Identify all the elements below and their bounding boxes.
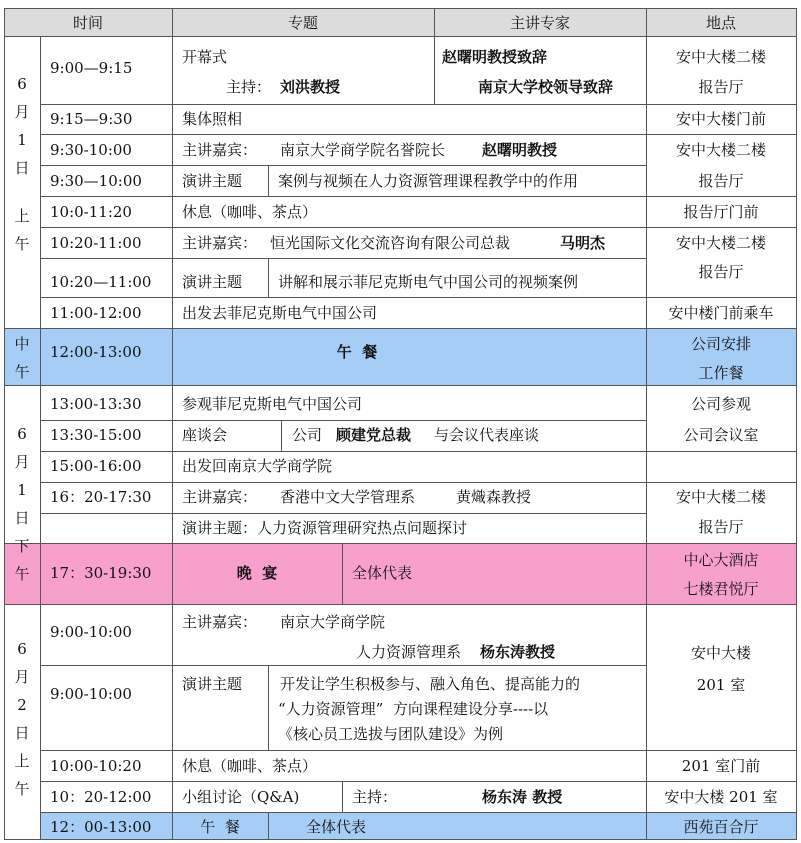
talk4-loc1: 安中大楼 [690, 644, 751, 662]
visit-loc2: 公司会议室 [683, 426, 759, 444]
dinner-text: 晚 宴 [236, 564, 278, 582]
talk2-loc2: 报告厅 [698, 263, 744, 281]
talk2a-text: 恒光国际文化交流咨询有限公司总裁 [270, 234, 511, 252]
talk1-loc2: 报告厅 [698, 172, 744, 190]
rule [40, 104, 796, 105]
break1-text: 休息（咖啡、茶点） [182, 203, 318, 221]
rule [40, 482, 796, 483]
rule [281, 420, 282, 451]
rule [268, 258, 269, 297]
rule [172, 8, 173, 840]
talk4b-time: 9:00-10:00 [50, 685, 132, 703]
opening-loc2: 报告厅 [698, 78, 744, 96]
rule [40, 750, 796, 751]
talk3a-time: 16：20-17:30 [50, 488, 152, 506]
talk1b-time: 9:30—10:00 [50, 172, 142, 190]
opening-host: 刘洪教授 [280, 78, 341, 96]
rule [40, 781, 796, 782]
lunch2-loc: 西苑百合厅 [683, 818, 759, 836]
group-host: 杨东涛 教授 [482, 788, 563, 806]
talk4-loc2: 201 室 [696, 676, 746, 694]
depart1-text: 出发去菲尼克斯电气中国公司 [182, 304, 378, 322]
depart1-time: 11:00-12:00 [50, 304, 142, 322]
photo-topic: 集体照相 [182, 110, 243, 128]
header-speaker: 主讲专家 [509, 14, 570, 32]
talk2b-time: 10:20—11:00 [50, 273, 152, 291]
lunch1-loc2: 工作餐 [698, 364, 744, 382]
photo-time: 9:15—9:30 [50, 110, 133, 128]
rule [4, 36, 796, 37]
rule [268, 165, 269, 196]
rule [4, 328, 796, 329]
talk1a-time: 9:30-10:00 [50, 141, 132, 159]
talk4b-line3: 《核心员工选拔与团队建设》为例 [278, 725, 504, 743]
header-location: 地点 [705, 14, 736, 32]
lunch2-who: 全体代表 [306, 818, 367, 836]
rule [4, 604, 796, 605]
rule [40, 227, 796, 228]
talk4a-line1: 南京大学商学院 [280, 613, 386, 631]
rule [40, 196, 796, 197]
dinner-loc1: 中心大酒店 [683, 551, 759, 569]
opening-loc1: 安中大楼二楼 [675, 48, 766, 66]
rule [268, 665, 269, 750]
visit-text: 参观菲尼克斯电气中国公司 [182, 395, 363, 413]
talk1b-label: 演讲主题 [182, 172, 243, 190]
break1-time: 10:0-11:20 [50, 203, 132, 221]
lunch2-time: 12：00-13:00 [50, 818, 152, 836]
talk2-loc1: 安中大楼二楼 [675, 234, 766, 252]
rule [40, 451, 796, 452]
visit-time: 13:00-13:30 [50, 395, 142, 413]
opening-host-label: 主持： [226, 78, 272, 96]
talk2a-label: 主讲嘉宾： [182, 234, 258, 252]
talk1-loc1: 安中大楼二楼 [675, 141, 766, 159]
return-time: 15:00-16:00 [50, 457, 142, 475]
forum-post: 与会议代表座谈 [434, 426, 540, 444]
photo-loc: 安中大楼门前 [675, 110, 766, 128]
talk2b-label: 演讲主题 [182, 273, 243, 291]
lunch1-loc1: 公司安排 [690, 335, 751, 353]
talk1a-text: 南京大学商学院名誉院长 [280, 141, 446, 159]
talk3a-text: 香港中文大学管理系 [280, 488, 416, 506]
break2-time: 10:00-10:20 [50, 757, 142, 775]
break1-loc: 报告厅门前 [683, 203, 759, 221]
opening-speaker1: 赵曙明教授致辞 [442, 48, 548, 66]
talk2a-name: 马明杰 [560, 234, 606, 252]
rule [40, 165, 646, 166]
break2-loc: 201 室门前 [681, 757, 761, 775]
rule [40, 134, 796, 135]
day-label-d2am: 6 月 2 日 上 午 [14, 640, 30, 798]
rule [342, 781, 343, 812]
break2-text: 休息（咖啡、茶点） [182, 757, 318, 775]
day-label-d1pm: 6 月 1 日 下 午 [14, 425, 30, 583]
talk4b-line1: 开发让学生积极参与、融入角色、提高能力的 [280, 675, 581, 693]
talk3a-name: 黄熾森教授 [456, 488, 532, 506]
forum-pre: 公司 [292, 426, 323, 444]
rule [4, 543, 796, 544]
talk4a-label: 主讲嘉宾： [182, 613, 258, 631]
talk4a-name: 杨东涛教授 [480, 643, 556, 661]
forum-time: 13:30-15:00 [50, 426, 142, 444]
rule [268, 812, 269, 840]
opening-speaker2: 南京大学校领导致辞 [478, 78, 614, 96]
rule [40, 297, 796, 298]
talk4a-time: 9:00-10:00 [50, 623, 132, 641]
visit-loc1: 公司参观 [690, 395, 751, 413]
talk4a-line2: 人力资源管理系 [356, 643, 462, 661]
rule [4, 385, 796, 386]
talk4b-label: 演讲主题 [182, 675, 243, 693]
talk2b-text: 讲解和展示菲尼克斯电气中国公司的视频案例 [278, 273, 579, 291]
talk1b-text: 案例与视频在人力资源管理课程教学中的作用 [278, 172, 579, 190]
rule [646, 8, 647, 840]
dinner-who: 全体代表 [352, 564, 413, 582]
rule [40, 665, 646, 666]
lunch1-time: 12:00-13:00 [50, 343, 142, 361]
rule [40, 812, 796, 813]
forum-name: 顾建党总裁 [336, 426, 412, 444]
talk1a-name: 赵曙明教授 [482, 141, 558, 159]
return-text: 出发回南京大学商学院 [182, 457, 333, 475]
group-time: 10：20-12:00 [50, 788, 152, 806]
talk3a-label: 主讲嘉宾： [182, 488, 258, 506]
header-time: 时间 [72, 14, 103, 32]
rule [40, 513, 646, 514]
talk3-loc2: 报告厅 [698, 518, 744, 536]
lunch1-text: 午 餐 [336, 343, 378, 361]
opening-time: 9:00—9:15 [50, 59, 133, 77]
opening-topic: 开幕式 [182, 48, 228, 66]
lunch2-text: 午 餐 [200, 818, 240, 836]
dinner-time: 17：30-19:30 [50, 564, 152, 582]
day-label-noon: 中 午 [14, 335, 30, 381]
talk3b-text: 演讲主题：人力资源管理研究热点问题探讨 [182, 519, 468, 537]
depart1-loc: 安中楼门前乘车 [668, 304, 774, 322]
group-host-label: 主持： [352, 788, 398, 806]
group-text: 小组讨论（Q&A) [182, 788, 300, 806]
talk4b-line2: “人力资源管理” 方向课程建设分享----以 [278, 700, 549, 718]
rule [40, 258, 646, 259]
dinner-loc2: 七楼君悦厅 [683, 580, 759, 598]
rule [40, 36, 41, 840]
day-label-d1am: 6 月 1 日 上 午 [14, 75, 30, 253]
header-topic: 专题 [287, 14, 318, 32]
talk3-loc1: 安中大楼二楼 [675, 488, 766, 506]
rule [40, 420, 646, 421]
talk1a-label: 主讲嘉宾： [182, 141, 258, 159]
group-loc: 安中大楼 201 室 [664, 788, 778, 806]
talk2a-time: 10:20-11:00 [50, 234, 142, 252]
forum-label: 座谈会 [182, 426, 228, 444]
rule [342, 543, 343, 604]
